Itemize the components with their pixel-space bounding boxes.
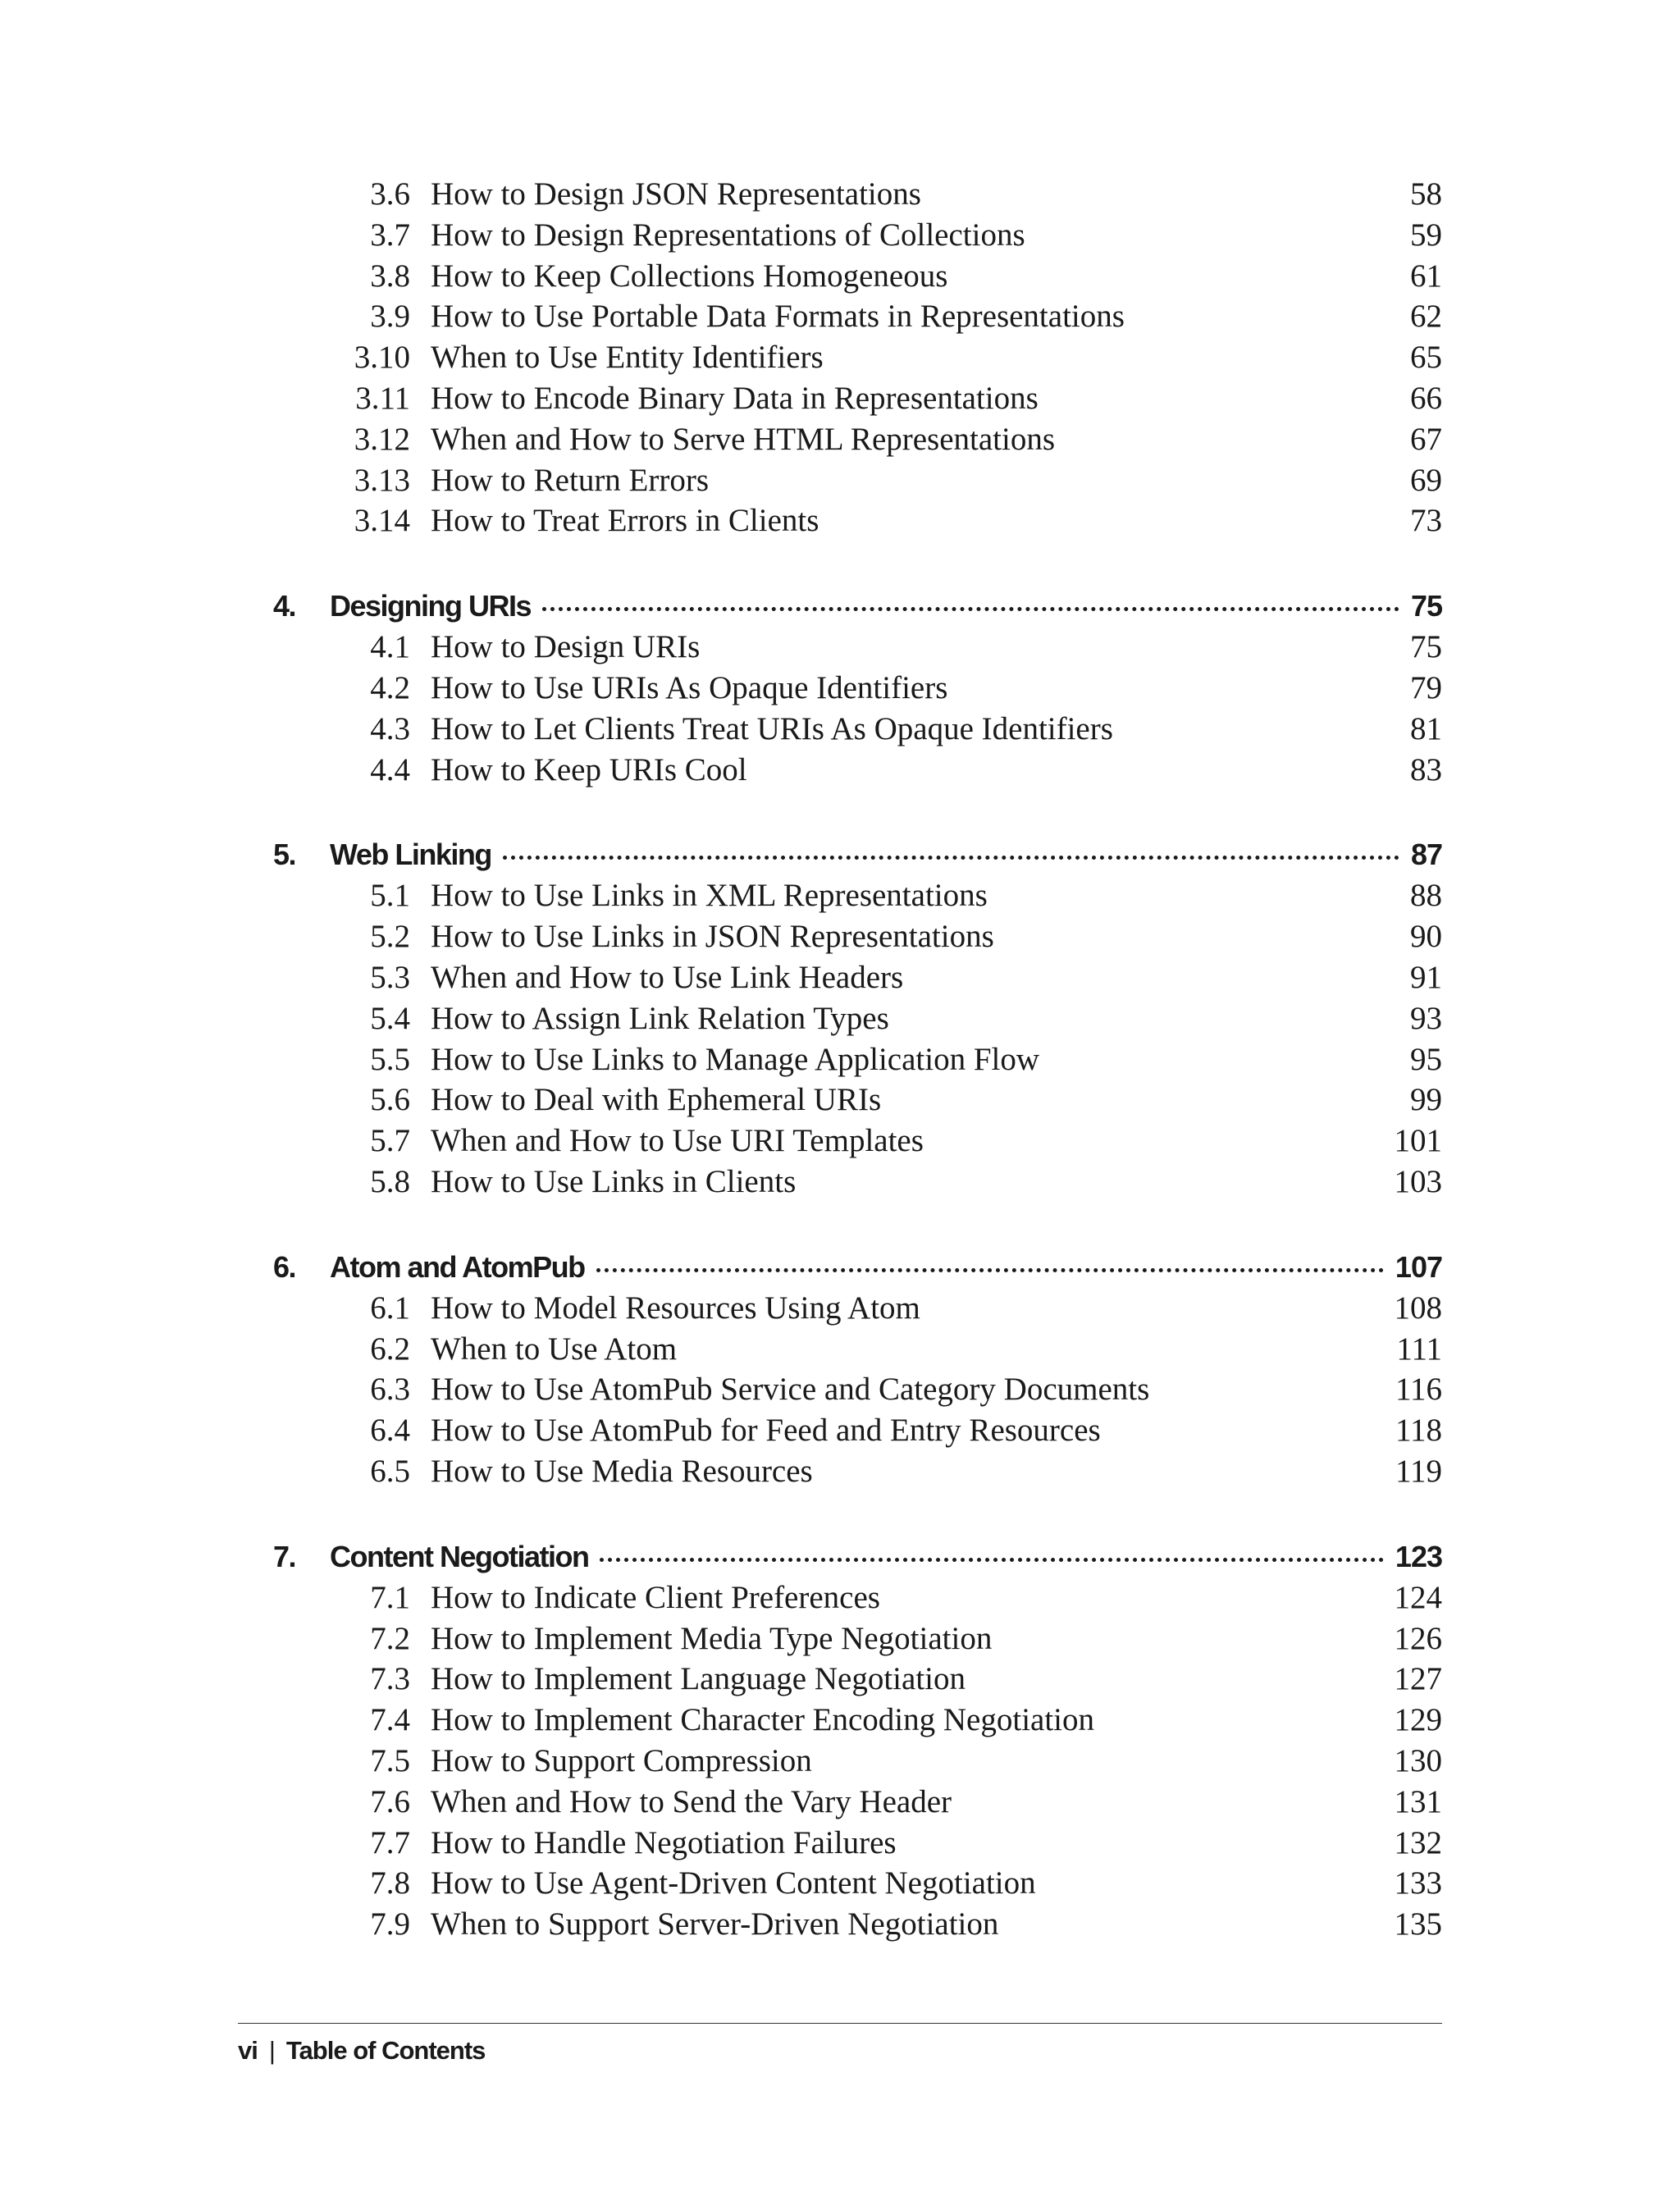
toc-chapter	[0, 586, 1680, 627]
section-page: 132	[1394, 1824, 1442, 1860]
toc-section	[0, 1904, 1680, 1945]
section-page: 88	[1410, 878, 1442, 914]
section-page: 133	[1394, 1865, 1442, 1901]
section-number: 7.6	[370, 1783, 410, 1819]
section-number: 3.13	[354, 462, 410, 498]
toc-section	[0, 1369, 1680, 1410]
chapter-line	[330, 1536, 1442, 1577]
section-title: When to Use Atom	[431, 1331, 678, 1367]
section-title: How to Implement Language Negotiation	[431, 1661, 966, 1697]
section-number: 7.5	[370, 1742, 410, 1778]
section-number: 5.1	[370, 878, 410, 914]
dot-leader	[596, 1268, 1384, 1272]
section-number: 7.8	[370, 1865, 410, 1901]
section-title: How to Use AtomPub for Feed and Entry Resources	[431, 1413, 1101, 1449]
chapter-line	[330, 586, 1442, 627]
section-page: 81	[1410, 710, 1442, 746]
section-title: How to Use Media Resources	[431, 1453, 813, 1489]
section-title: How to Use URIs As Opaque Identifiers	[431, 669, 948, 705]
toc-section	[0, 750, 1680, 791]
chapter-line	[330, 834, 1442, 875]
chapter-title: Atom and AtomPub	[330, 1249, 585, 1284]
section-number: 7.1	[370, 1579, 410, 1615]
section-title: How to Model Resources Using Atom	[431, 1290, 920, 1326]
chapter-line	[330, 1247, 1442, 1288]
toc-section	[0, 1741, 1680, 1782]
toc-section	[0, 1162, 1680, 1203]
section-page: 103	[1394, 1163, 1442, 1199]
section-number: 3.14	[354, 503, 410, 539]
section-title: How to Use Portable Data Formats in Representations	[431, 299, 1125, 335]
section-title: How to Design URIs	[431, 629, 701, 665]
section-number: 7.9	[370, 1906, 410, 1942]
section-number: 7.7	[370, 1824, 410, 1860]
toc-section	[0, 337, 1680, 378]
section-number: 3.9	[370, 299, 410, 335]
toc-section	[0, 1288, 1680, 1329]
section-title: How to Let Clients Treat URIs As Opaque Identifiers	[431, 710, 1113, 746]
section-page: 61	[1410, 258, 1442, 294]
dot-leader	[600, 1558, 1383, 1562]
toc-section	[0, 419, 1680, 460]
section-number: 3.7	[370, 217, 410, 253]
section-title: How to Use Links in JSON Representations	[431, 919, 994, 955]
section-page: 93	[1410, 1000, 1442, 1036]
chapter-title: Content Negotiation	[330, 1539, 589, 1573]
toc-section	[0, 296, 1680, 337]
toc-section	[0, 1659, 1680, 1700]
section-number: 5.4	[370, 1000, 410, 1036]
chapter-title: Designing URIs	[330, 589, 532, 623]
section-title: When and How to Use URI Templates	[431, 1123, 924, 1159]
footer-separator: |	[268, 2036, 275, 2065]
section-page: 130	[1394, 1742, 1442, 1778]
section-title: When and How to Send the Vary Header	[431, 1783, 952, 1819]
toc-section	[0, 957, 1680, 998]
toc-section	[0, 668, 1680, 709]
section-title: How to Support Compression	[431, 1742, 812, 1778]
toc-section	[0, 1577, 1680, 1618]
toc-section	[0, 998, 1680, 1039]
toc-section	[0, 174, 1680, 215]
section-page: 62	[1410, 299, 1442, 335]
section-number: 3.10	[354, 340, 410, 376]
section-page: 83	[1410, 751, 1442, 788]
running-head: Table of Contents	[285, 2036, 486, 2065]
section-page: 66	[1410, 380, 1442, 416]
toc-chapter	[0, 834, 1680, 875]
section-number: 5.5	[370, 1041, 410, 1077]
section-page: 95	[1410, 1041, 1442, 1077]
section-page: 116	[1395, 1372, 1442, 1408]
section-title: How to Use Links to Manage Application Flow	[431, 1041, 1040, 1077]
section-number: 7.4	[370, 1702, 410, 1738]
toc-section	[0, 709, 1680, 750]
section-page: 119	[1395, 1453, 1442, 1489]
toc-section	[0, 1451, 1680, 1492]
section-number: 6.1	[370, 1290, 410, 1326]
toc-section	[0, 500, 1680, 541]
toc-section	[0, 1823, 1680, 1864]
toc-section	[0, 1618, 1680, 1659]
section-page: 118	[1395, 1413, 1442, 1449]
section-title: How to Use AtomPub Service and Category Documents	[431, 1372, 1150, 1408]
section-number: 6.5	[370, 1453, 410, 1489]
chapter-number: 5.	[273, 838, 296, 872]
toc-section	[0, 627, 1680, 668]
section-title: How to Design Representations of Collections	[431, 217, 1025, 253]
section-title: How to Use Links in XML Representations	[431, 878, 988, 914]
section-number: 3.12	[354, 421, 410, 457]
section-number: 4.3	[370, 710, 410, 746]
section-title: When and How to Use Link Headers	[431, 959, 904, 995]
section-number: 4.2	[370, 669, 410, 705]
section-title: How to Assign Link Relation Types	[431, 1000, 889, 1036]
toc-section	[0, 1121, 1680, 1162]
section-page: 79	[1410, 669, 1442, 705]
section-number: 5.8	[370, 1163, 410, 1199]
section-title: How to Indicate Client Preferences	[431, 1579, 880, 1615]
section-page: 135	[1394, 1906, 1442, 1942]
section-page: 59	[1410, 217, 1442, 253]
section-number: 6.2	[370, 1331, 410, 1367]
section-page: 129	[1394, 1702, 1442, 1738]
chapter-number: 7.	[273, 1539, 296, 1573]
section-page: 108	[1394, 1290, 1442, 1326]
toc-section	[0, 1329, 1680, 1370]
section-number: 4.4	[370, 751, 410, 788]
section-number: 3.8	[370, 258, 410, 294]
toc-section	[0, 1782, 1680, 1823]
section-title: How to Use Links in Clients	[431, 1163, 797, 1199]
section-page: 91	[1410, 959, 1442, 995]
section-page: 69	[1410, 462, 1442, 498]
section-title: How to Return Errors	[431, 462, 710, 498]
section-title: How to Keep Collections Homogeneous	[431, 258, 948, 294]
section-page: 126	[1394, 1620, 1442, 1656]
section-page: 75	[1410, 629, 1442, 665]
section-title: When to Use Entity Identifiers	[431, 340, 824, 376]
chapter-page: 123	[1395, 1539, 1442, 1573]
section-number: 3.6	[370, 176, 410, 212]
section-page: 65	[1410, 340, 1442, 376]
section-page: 111	[1396, 1331, 1442, 1367]
section-page: 58	[1410, 176, 1442, 212]
section-page: 101	[1394, 1123, 1442, 1159]
dot-leader	[542, 607, 1399, 611]
toc-section	[0, 916, 1680, 957]
toc-section	[0, 1080, 1680, 1121]
toc-section	[0, 875, 1680, 916]
toc-section	[0, 256, 1680, 297]
toc-section	[0, 1410, 1680, 1451]
chapter-number: 4.	[273, 589, 296, 623]
section-number: 5.7	[370, 1123, 410, 1159]
toc-chapter	[0, 1536, 1680, 1577]
section-number: 5.2	[370, 919, 410, 955]
section-title: When and How to Serve HTML Representations	[431, 421, 1056, 457]
section-number: 6.3	[370, 1372, 410, 1408]
section-page: 127	[1394, 1661, 1442, 1697]
section-page: 131	[1394, 1783, 1442, 1819]
section-number: 3.11	[355, 380, 410, 416]
chapter-title: Web Linking	[330, 838, 491, 872]
section-number: 6.4	[370, 1413, 410, 1449]
page-number: vi	[238, 2036, 258, 2065]
section-page: 99	[1410, 1082, 1442, 1118]
chapter-page: 107	[1395, 1249, 1442, 1284]
chapter-page: 75	[1410, 589, 1442, 623]
table-of-contents	[0, 174, 1680, 1945]
section-title: How to Implement Character Encoding Negotiation	[431, 1702, 1095, 1738]
toc-section	[0, 378, 1680, 419]
toc-chapter	[0, 1247, 1680, 1288]
section-page: 67	[1410, 421, 1442, 457]
section-title: When to Support Server-Driven Negotiation	[431, 1906, 999, 1942]
section-title: How to Use Agent-Driven Content Negotiation	[431, 1865, 1036, 1901]
toc-section	[0, 1700, 1680, 1741]
section-title: How to Implement Media Type Negotiation	[431, 1620, 993, 1656]
section-page: 124	[1394, 1579, 1442, 1615]
section-title: How to Encode Binary Data in Representations	[431, 380, 1039, 416]
section-title: How to Design JSON Representations	[431, 176, 921, 212]
section-number: 7.2	[370, 1620, 410, 1656]
section-title: How to Deal with Ephemeral URIs	[431, 1082, 882, 1118]
page-footer	[238, 2034, 485, 2067]
toc-section	[0, 1039, 1680, 1080]
section-title: How to Keep URIs Cool	[431, 751, 747, 788]
footer-divider	[238, 2023, 1442, 2024]
section-number: 4.1	[370, 629, 410, 665]
dot-leader	[503, 856, 1399, 860]
section-page: 73	[1410, 503, 1442, 539]
chapter-page: 87	[1410, 838, 1442, 872]
section-page: 90	[1410, 919, 1442, 955]
section-number: 7.3	[370, 1661, 410, 1697]
section-number: 5.6	[370, 1082, 410, 1118]
section-title: How to Treat Errors in Clients	[431, 503, 819, 539]
section-title: How to Handle Negotiation Failures	[431, 1824, 897, 1860]
toc-section	[0, 215, 1680, 256]
chapter-number: 6.	[273, 1249, 296, 1284]
toc-section	[0, 1863, 1680, 1904]
toc-section	[0, 460, 1680, 501]
section-number: 5.3	[370, 959, 410, 995]
